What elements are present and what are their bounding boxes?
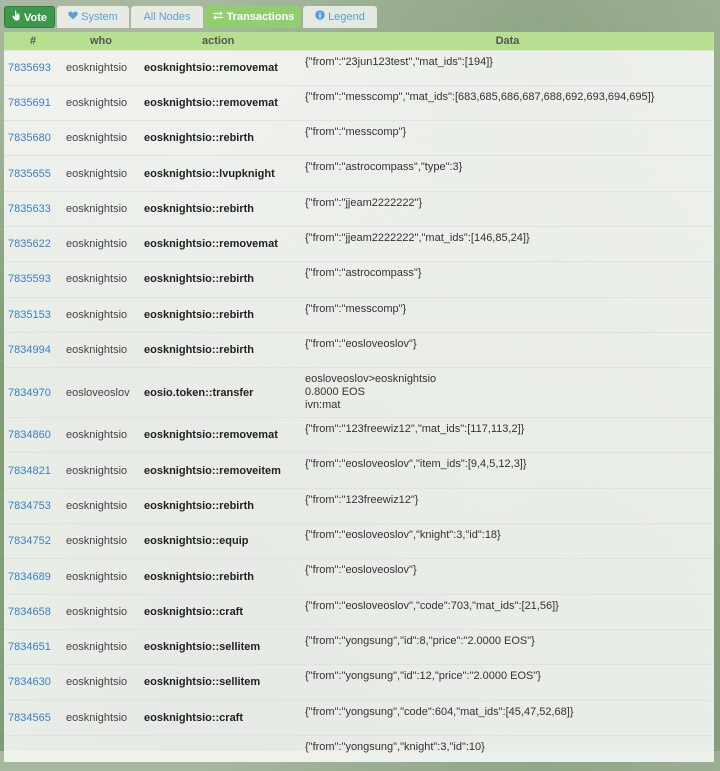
tab-transactions[interactable]	[205, 6, 301, 28]
action-cell: eosknightsio::craft	[140, 700, 301, 735]
tab-system[interactable]	[57, 6, 129, 28]
who-cell: eosknightsio	[62, 297, 140, 332]
data-line: 0.8000 EOS	[305, 386, 365, 399]
transaction-id-link[interactable]: 7834630	[4, 665, 62, 700]
action-cell: eosknightsio::rebirth	[140, 262, 301, 297]
data-cell: {"from":"123freewiz12","mat_ids":[117,113,2]}	[301, 418, 714, 453]
action-cell: eosknightsio::removemat	[140, 50, 301, 85]
action-cell: eosknightsio::rebirth	[140, 297, 301, 332]
transaction-id-link[interactable]: 7835593	[4, 262, 62, 297]
tab-all-nodes-label: All Nodes	[143, 11, 191, 23]
who-cell: eosknightsio	[62, 332, 140, 367]
data-cell: {"from":"jjeam2222222"}	[301, 191, 714, 226]
transaction-id-link[interactable]: 7835693	[4, 50, 62, 85]
data-line: ivn:mat	[305, 399, 341, 412]
transaction-id-link[interactable]: 7835691	[4, 85, 62, 120]
tab-vote-label: Vote	[23, 12, 48, 24]
action-cell: eosknightsio::rebirth	[140, 559, 301, 594]
transaction-id-link[interactable]: 7835622	[4, 226, 62, 261]
data-cell: {"from":"eosloveoslov","knight":3,"id":18}	[301, 524, 714, 559]
transaction-id-link[interactable]: 7834658	[4, 594, 62, 629]
who-cell: eosknightsio	[62, 85, 140, 120]
transaction-id-link[interactable]: 7835680	[4, 121, 62, 156]
transaction-id-link[interactable]: 7834565	[4, 700, 62, 735]
transaction-id-link[interactable]: 7834651	[4, 629, 62, 664]
data-cell: {"from":"yongsung","code":604,"mat_ids":[45,47,52,68]}	[301, 700, 714, 735]
transaction-id-link[interactable]	[4, 735, 62, 770]
action-cell: eosknightsio::equip	[140, 524, 301, 559]
table-row	[4, 453, 714, 488]
who-cell: eosknightsio	[62, 594, 140, 629]
transaction-id-link[interactable]: 7834994	[4, 332, 62, 367]
data-cell	[301, 368, 714, 418]
transaction-id-link[interactable]: 7835633	[4, 191, 62, 226]
who-cell: eosknightsio	[62, 700, 140, 735]
tab-all-nodes[interactable]	[131, 6, 203, 28]
tab-vote[interactable]	[4, 6, 55, 28]
transactions-table	[4, 32, 714, 771]
data-cell: {"from":"eosloveoslov","item_ids":[9,4,5,12,3]}	[301, 453, 714, 488]
action-cell: eosknightsio::lvupknight	[140, 156, 301, 191]
action-cell: eosknightsio::sellitem	[140, 665, 301, 700]
tab-system-label: System	[81, 11, 118, 23]
tab-legend-label: Legend	[328, 11, 365, 23]
column-header-data: Data	[495, 34, 520, 47]
table-row	[4, 665, 714, 700]
tab-bar	[0, 0, 720, 32]
transaction-id-link[interactable]: 7834753	[4, 488, 62, 523]
column-header-who: who	[90, 34, 112, 47]
transaction-id-link[interactable]: 7834970	[4, 368, 62, 418]
hand-pointer-icon	[12, 7, 21, 29]
transaction-id-link[interactable]: 7834752	[4, 524, 62, 559]
data-cell: {"from":"yongsung","id":12,"price":"2.0000 EOS"}	[301, 665, 714, 700]
table-row	[4, 700, 714, 735]
table-row	[4, 418, 714, 453]
action-cell: eosknightsio::rebirth	[140, 121, 301, 156]
transactions-panel	[4, 32, 714, 762]
who-cell: eosknightsio	[62, 453, 140, 488]
data-cell: {"from":"eosloveoslov","code":703,"mat_ids":[21,56]}	[301, 594, 714, 629]
table-row	[4, 262, 714, 297]
table-row	[4, 332, 714, 367]
who-cell	[62, 735, 140, 770]
table-header-row	[4, 32, 714, 50]
table-row	[4, 594, 714, 629]
transaction-id-link[interactable]: 7834860	[4, 418, 62, 453]
table-row	[4, 156, 714, 191]
who-cell: eosknightsio	[62, 262, 140, 297]
tab-legend[interactable]	[303, 6, 377, 28]
action-cell: eosknightsio::rebirth	[140, 332, 301, 367]
table-row	[4, 226, 714, 261]
transaction-id-link[interactable]: 7835153	[4, 297, 62, 332]
heart-icon	[68, 6, 78, 28]
who-cell: eosloveoslov	[62, 368, 140, 418]
table-row	[4, 559, 714, 594]
who-cell: eosknightsio	[62, 488, 140, 523]
data-cell: {"from":"23jun123test","mat_ids":[194]}	[301, 50, 714, 85]
tab-transactions-label: Transactions	[226, 11, 295, 23]
who-cell: eosknightsio	[62, 418, 140, 453]
table-row	[4, 368, 714, 418]
who-cell: eosknightsio	[62, 226, 140, 261]
transaction-id-link[interactable]: 7834821	[4, 453, 62, 488]
data-cell: {"from":"jjeam2222222","mat_ids":[146,85,24]}	[301, 226, 714, 261]
who-cell: eosknightsio	[62, 559, 140, 594]
action-cell: eosknightsio::craft	[140, 594, 301, 629]
data-cell: {"from":"eosloveoslov"}	[301, 332, 714, 367]
who-cell: eosknightsio	[62, 524, 140, 559]
transaction-id-link[interactable]: 7834689	[4, 559, 62, 594]
data-cell: {"from":"yongsung","id":8,"price":"2.0000 EOS"}	[301, 629, 714, 664]
who-cell: eosknightsio	[62, 50, 140, 85]
action-cell: eosknightsio::removemat	[140, 226, 301, 261]
who-cell: eosknightsio	[62, 665, 140, 700]
transaction-id-link[interactable]: 7835655	[4, 156, 62, 191]
action-cell: eosknightsio::removemat	[140, 418, 301, 453]
table-row	[4, 50, 714, 85]
action-cell: eosknightsio::rebirth	[140, 488, 301, 523]
data-cell: {"from":"123freewiz12"}	[301, 488, 714, 523]
who-cell: eosknightsio	[62, 156, 140, 191]
info-circle-icon	[315, 6, 325, 28]
who-cell: eosknightsio	[62, 629, 140, 664]
swap-arrows-icon	[212, 6, 224, 28]
data-cell: {"from":"yongsung","knight":3,"id":10}	[301, 735, 714, 770]
data-cell: {"from":"astrocompass"}	[301, 262, 714, 297]
action-cell: eosknightsio::sellitem	[140, 629, 301, 664]
who-cell: eosknightsio	[62, 191, 140, 226]
table-row	[4, 488, 714, 523]
action-cell: eosio.token::transfer	[140, 368, 301, 418]
data-cell: {"from":"astrocompass","type":3}	[301, 156, 714, 191]
table-row	[4, 85, 714, 120]
column-header-number: #	[29, 34, 37, 47]
data-cell: {"from":"messcomp"}	[301, 121, 714, 156]
data-cell: {"from":"eosloveoslov"}	[301, 559, 714, 594]
data-cell: {"from":"messcomp"}	[301, 297, 714, 332]
action-cell: eosknightsio::removemat	[140, 85, 301, 120]
column-header-action: action	[202, 34, 235, 47]
table-row	[4, 191, 714, 226]
table-row-partial	[4, 735, 714, 770]
data-cell: {"from":"messcomp","mat_ids":[683,685,686,687,688,692,693,694,695]}	[301, 85, 714, 120]
table-row	[4, 297, 714, 332]
who-cell: eosknightsio	[62, 121, 140, 156]
transactions-table-body	[4, 50, 714, 771]
table-row	[4, 524, 714, 559]
data-line: eosloveoslov>eosknightsio	[305, 373, 437, 386]
table-row	[4, 121, 714, 156]
table-row	[4, 629, 714, 664]
action-cell: eosknightsio::rebirth	[140, 191, 301, 226]
action-cell	[140, 735, 301, 770]
action-cell: eosknightsio::removeitem	[140, 453, 301, 488]
